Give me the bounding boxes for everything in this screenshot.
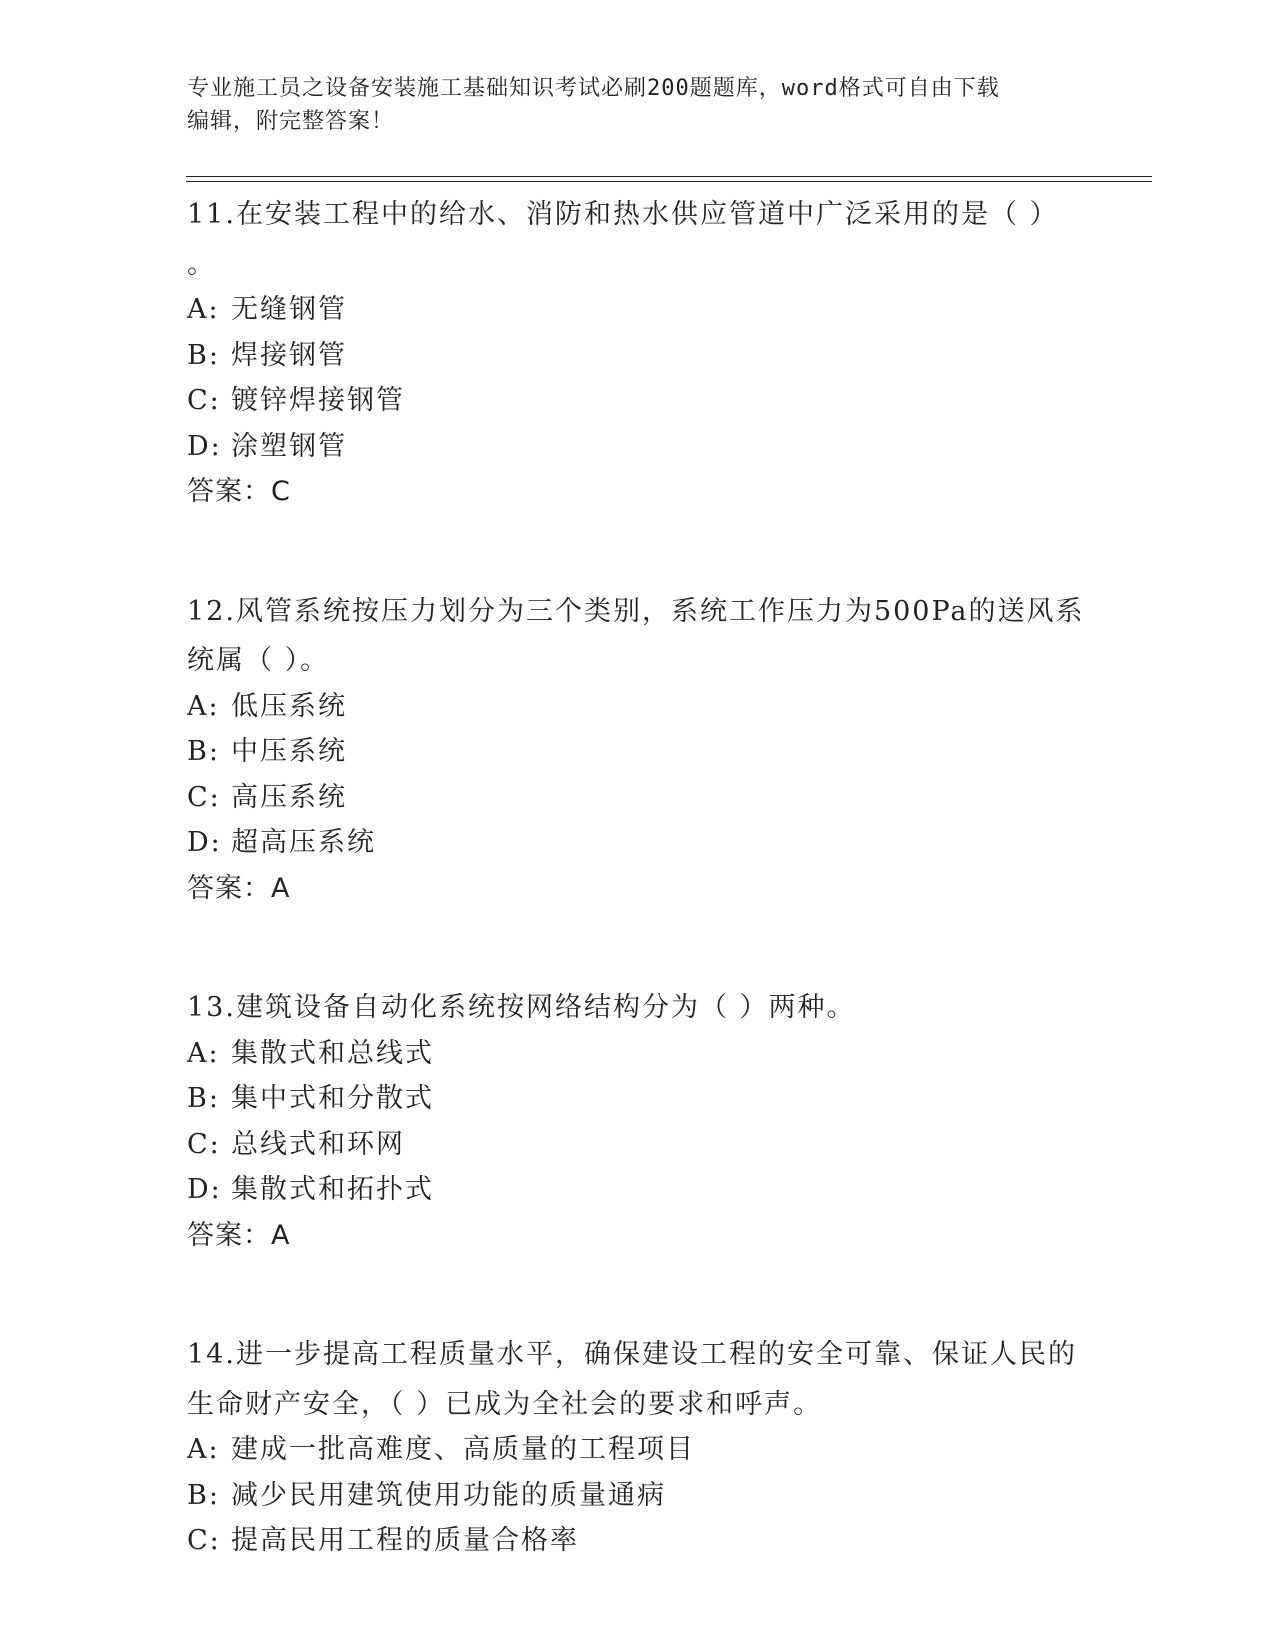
option-text: 减少民用建筑使用功能的质量通病: [231, 1479, 666, 1511]
question-stem-continued: 统属（ ）。: [187, 645, 330, 676]
option-text: 集散式和拓扑式: [231, 1174, 434, 1205]
option-text: 焊接钢管: [231, 339, 347, 371]
option-b: [187, 333, 1087, 379]
option-key: A:: [187, 1434, 220, 1465]
option-text: 中压系统: [231, 736, 347, 767]
option-d: [187, 820, 1087, 866]
answer-line: 答案：A: [187, 872, 291, 904]
option-a: [187, 684, 1087, 730]
document-header: [187, 72, 1087, 138]
question-stem: 13.建筑设备自动化系统按网络结构分为（ ）两种。: [187, 992, 856, 1023]
option-key: B:: [187, 339, 220, 371]
question-stem: 12.风管系统按压力划分为三个类别，系统工作压力为500Pa的送风系: [187, 595, 1085, 627]
option-b: [187, 1473, 1087, 1519]
question-stem-continued: 。: [187, 248, 216, 280]
question-stem-continued: 生命财产安全，（ ）已成为全社会的要求和呼声。: [187, 1388, 823, 1420]
option-c: [187, 1122, 1087, 1168]
option-key: A:: [187, 1037, 220, 1069]
option-text: 高压系统: [231, 781, 347, 813]
option-c: [187, 1518, 1087, 1564]
question-11: [187, 192, 1087, 515]
option-key: B:: [187, 1479, 220, 1511]
option-text: 集散式和总线式: [231, 1037, 434, 1069]
option-text: 建成一批高难度、高质量的工程项目: [231, 1434, 695, 1465]
question-spacer: [187, 911, 1087, 981]
option-key: C:: [187, 1128, 221, 1160]
option-a: [187, 287, 1087, 333]
header-divider-top: [186, 176, 1152, 177]
option-a: [187, 1031, 1087, 1077]
option-key: D:: [187, 430, 222, 462]
option-key: C:: [187, 1525, 221, 1556]
option-b: [187, 729, 1087, 775]
option-text: 涂塑钢管: [231, 430, 347, 462]
question-stem: 11.在安装工程中的给水、消防和热水供应管道中广泛采用的是（ ）: [187, 199, 1059, 230]
option-key: A:: [187, 690, 220, 722]
option-key: C:: [187, 385, 221, 416]
option-d: [187, 1167, 1087, 1213]
option-b: [187, 1076, 1087, 1122]
question-list: [187, 188, 1087, 1564]
option-text: 总线式和环网: [231, 1128, 405, 1160]
answer-line: 答案：A: [187, 1219, 291, 1251]
option-text: 集中式和分散式: [231, 1083, 434, 1114]
answer-line: 答案：C: [187, 476, 291, 507]
question-stem: 14.进一步提高工程质量水平，确保建设工程的安全可靠、保证人民的: [187, 1339, 1077, 1370]
header-line-2: 编辑，附完整答案！: [187, 109, 395, 134]
option-text: 提高民用工程的质量合格率: [231, 1525, 579, 1556]
option-a: [187, 1427, 1087, 1473]
option-c: [187, 775, 1087, 821]
option-key: D:: [187, 1174, 222, 1205]
option-key: A:: [187, 294, 220, 325]
question-12: [187, 589, 1087, 912]
question-spacer: [187, 515, 1087, 585]
header-divider-bottom: [186, 181, 1152, 182]
option-text: 镀锌焊接钢管: [231, 385, 405, 416]
option-key: B:: [187, 736, 220, 767]
question-14: [187, 1332, 1087, 1564]
option-key: C:: [187, 781, 221, 813]
option-key: D:: [187, 827, 222, 858]
option-c: [187, 378, 1087, 424]
option-text: 低压系统: [231, 690, 347, 722]
option-d: [187, 424, 1087, 470]
option-text: 无缝钢管: [231, 294, 347, 325]
option-key: B:: [187, 1083, 220, 1114]
question-13: [187, 985, 1087, 1258]
option-text: 超高压系统: [231, 827, 376, 858]
question-spacer: [187, 1258, 1087, 1328]
header-line-1: 专业施工员之设备安装施工基础知识考试必刷200题题库，word格式可自由下载: [187, 76, 1000, 101]
